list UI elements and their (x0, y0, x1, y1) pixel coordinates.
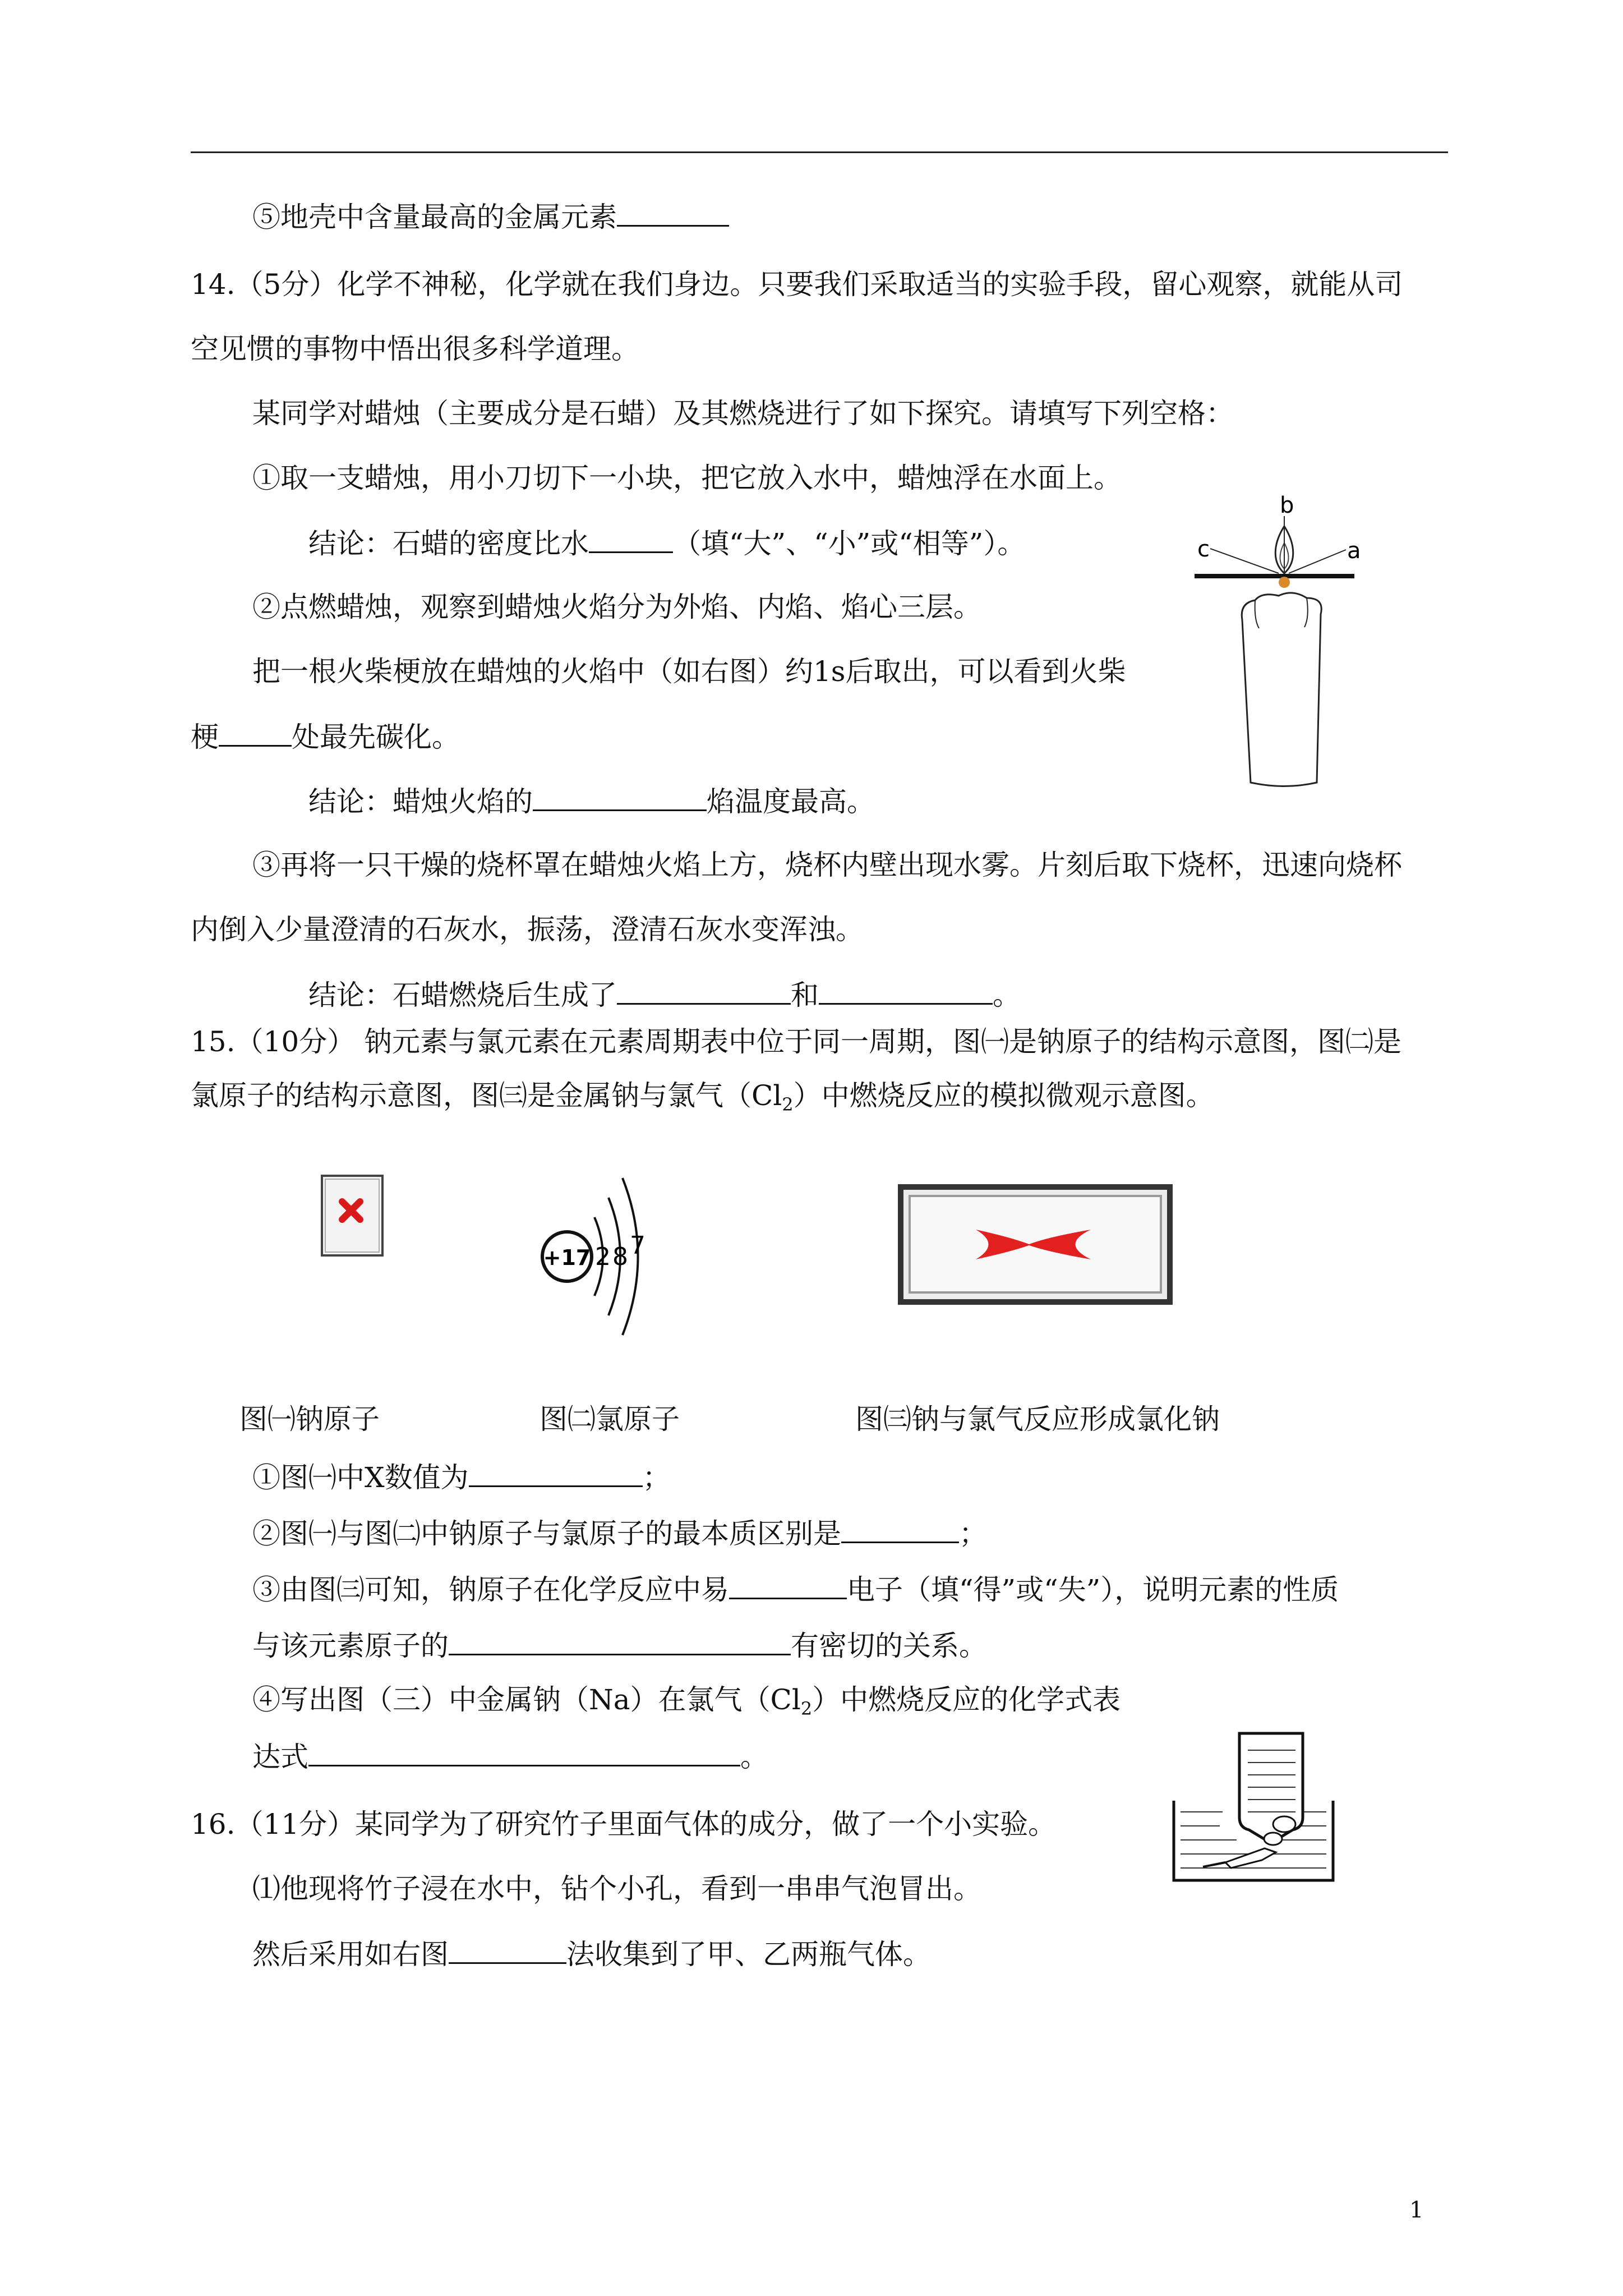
answer-blank[interactable] (617, 199, 729, 227)
q13-item5: ⑤地壳中含量最高的金属元素 (252, 199, 729, 234)
reaction-image-placeholder (897, 1184, 1178, 1307)
q15-head-cont: 氯原子的结构示意图，图㈢是金属钠与氯气$(Cl_2)$中燃烧反应的模拟微观示意图。 (191, 1079, 1214, 1115)
q14-step2: ②点燃蜡烛，观察到蜡烛火焰分为外焰、内焰、焰心三层。 (252, 591, 981, 623)
answer-blank[interactable] (449, 1936, 566, 1964)
sodium-atom-image-placeholder (320, 1174, 387, 1260)
answer-blank[interactable] (729, 1572, 847, 1599)
label-a: a (1347, 538, 1361, 564)
answer-blank[interactable] (533, 784, 707, 811)
q14-step3b: 内倒入少量澄清的石灰水，振荡，澄清石灰水变浑浊。 (191, 913, 864, 946)
caption-figure2: 图㈡氯原子 (540, 1403, 680, 1435)
shell3-electrons: 7 (630, 1231, 645, 1260)
candle-flame-figure (1195, 494, 1385, 791)
pointer-a (1289, 550, 1346, 573)
q15-sub4: ④写出图（三）中金属钠（Na）在氯气$(Cl_2)$中燃烧反应的化学式表 (252, 1683, 1121, 1719)
answer-blank[interactable] (449, 1628, 791, 1655)
label-c: c (1197, 536, 1210, 562)
answer-blank[interactable] (589, 526, 673, 553)
wick (1279, 577, 1290, 588)
q16-step1: ⑴他现将竹子浸在水中，钻个小孔，看到一串串气泡冒出。 (252, 1872, 981, 1905)
answer-blank[interactable] (469, 1460, 643, 1487)
answer-blank[interactable] (819, 977, 993, 1005)
q14-conclusion2: 结论：蜡烛火焰的 焰温度最高。 (308, 784, 875, 818)
candle-body (1242, 593, 1321, 786)
q15-sub3: ③由图㈢可知，钠原子在化学反应中易 电子（填“得”或“失”），说明元素的性质 (252, 1572, 1339, 1607)
q14-intro: 某同学对蜡烛（主要成分是石蜡）及其燃烧进行了如下探究。请填写下列空格： (252, 397, 1234, 430)
q14-step2b: 把一根火柴梗放在蜡烛的火焰中（如右图）约1s后取出，可以看到火柴 (252, 655, 1126, 688)
answer-blank[interactable] (308, 1739, 740, 1766)
answer-blank[interactable] (617, 977, 791, 1005)
match-stick (1195, 574, 1354, 578)
q14-head-cont: 空见惯的事物中悟出很多科学道理。 (191, 333, 639, 365)
q14-step2c: 梗 处最先碳化。 (191, 719, 460, 754)
label-b: b (1280, 494, 1294, 518)
chlorine-atom-diagram (536, 1164, 670, 1338)
q14-step3: ③再将一只干燥的烧杯罩在蜡烛火焰上方，烧杯内壁出现水雾。片刻后取下烧杯，迅速向烧杯 (252, 849, 1402, 881)
gas-bubble (1264, 1833, 1282, 1845)
gas-collection-figure (1169, 1728, 1338, 1890)
q15-sub2: ②图㈠与图㈡中钠原子与氯原子的最本质区别是 ； (252, 1516, 987, 1550)
page-number: 1 (1409, 2197, 1424, 2223)
bamboo-tube (1225, 1848, 1276, 1868)
caption-figure1: 图㈠钠原子 (239, 1403, 380, 1435)
q14-step1: ①取一支蜡烛，用小刀切下一小块，把它放入水中，蜡烛浮在水面上。 (252, 462, 1122, 494)
pointer-c (1210, 549, 1279, 573)
q14-conclusion3: 结论：石蜡燃烧后生成了 和 。 (308, 977, 1021, 1012)
answer-blank[interactable] (841, 1516, 959, 1543)
q15-head: 15.（10分） 钠元素与氯元素在元素周期表中位于同一周期，图㈠是钠原子的结构示意图，图㈡是 (191, 1025, 1402, 1058)
shell2-electrons: 8 (612, 1243, 628, 1271)
header-rule (191, 151, 1448, 153)
q15-sub4b: 达式 。 (252, 1739, 768, 1774)
q15-sub1: ①图㈠中X数值为 ； (252, 1460, 671, 1494)
q15-sub3b: 与该元素原子的 有密切的关系。 (252, 1628, 987, 1663)
q16-step2: 然后采用如右图 法收集到了甲、乙两瓶气体。 (252, 1936, 931, 1971)
q16-head: 16.（11分）某同学为了研究竹子里面气体的成分，做了一个小实验。 (191, 1808, 1057, 1841)
shell1-electrons: 2 (595, 1243, 611, 1271)
gas-bubble (1273, 1816, 1295, 1832)
caption-figure3: 图㈢钠与氯气反应形成氯化钠 (855, 1403, 1220, 1435)
nucleus-charge: +17 (543, 1245, 591, 1270)
answer-blank[interactable] (219, 719, 292, 747)
q14-conclusion1: 结论：石蜡的密度比水 （填“大”、“小”或“相等”）。 (308, 526, 1025, 560)
bamboo-stem (1203, 1862, 1225, 1867)
q14-head: 14.（5分）化学不神秘，化学就在我们身边。只要我们采取适当的实验手段，留心观察，就能从司 (191, 268, 1403, 301)
